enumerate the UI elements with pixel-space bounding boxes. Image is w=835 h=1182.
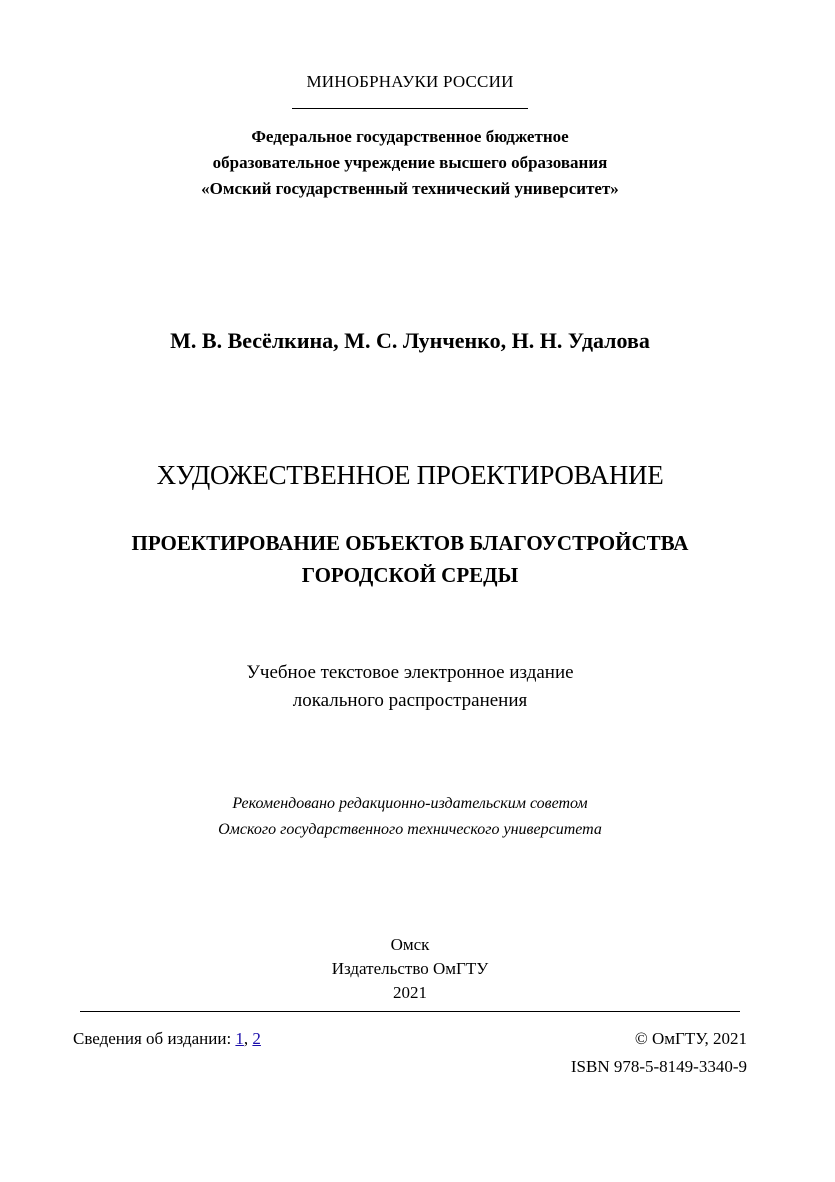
edition-info-separator: , — [243, 1029, 253, 1048]
edition-type — [0, 659, 820, 715]
subtitle — [0, 527, 820, 591]
footer-divider — [80, 1011, 740, 1012]
main-title: ХУДОЖЕСТВЕННОЕ ПРОЕКТИРОВАНИЕ — [156, 460, 664, 490]
institution-line-2: образовательное учреждение высшего образования — [212, 153, 608, 172]
subtitle-line-2: ГОРОДСКОЙ СРЕДЫ — [301, 563, 519, 587]
ministry-divider — [292, 108, 528, 109]
ministry-name: МИНОБРНАУКИ РОССИИ — [306, 72, 514, 91]
edition-line-2: локального распространения — [292, 690, 528, 711]
institution-block — [0, 124, 820, 202]
imprint — [0, 933, 820, 1005]
edition-line-1: Учебное текстовое электронное издание — [246, 662, 574, 683]
edition-info-label: Сведения об издании: — [73, 1029, 236, 1048]
authors: М. В. Весёлкина, М. С. Лунченко, Н. Н. Удалова — [170, 328, 650, 353]
imprint-year: 2021 — [393, 983, 427, 1002]
imprint-city: Омск — [390, 935, 430, 954]
recommendation-line-2: Омского государственного технического университета — [218, 821, 602, 838]
edition-info-link-1[interactable]: 1 — [235, 1029, 244, 1048]
subtitle-line-1: ПРОЕКТИРОВАНИЕ ОБЪЕКТОВ БЛАГОУСТРОЙСТВА — [131, 531, 689, 555]
edition-info-link-2[interactable]: 2 — [252, 1029, 261, 1048]
institution-line-3: «Омский государственный технический университет» — [201, 179, 619, 198]
recommendation — [0, 791, 820, 843]
institution-line-1: Федеральное государственное бюджетное — [251, 127, 569, 146]
recommendation-line-1: Рекомендовано редакционно-издательским советом — [232, 795, 588, 812]
imprint-publisher: Издательство ОмГТУ — [331, 959, 489, 978]
edition-info — [73, 1029, 261, 1049]
copyright: © ОмГТУ, 2021 — [634, 1029, 747, 1048]
isbn: ISBN 978-5-8149-3340-9 — [570, 1057, 747, 1076]
